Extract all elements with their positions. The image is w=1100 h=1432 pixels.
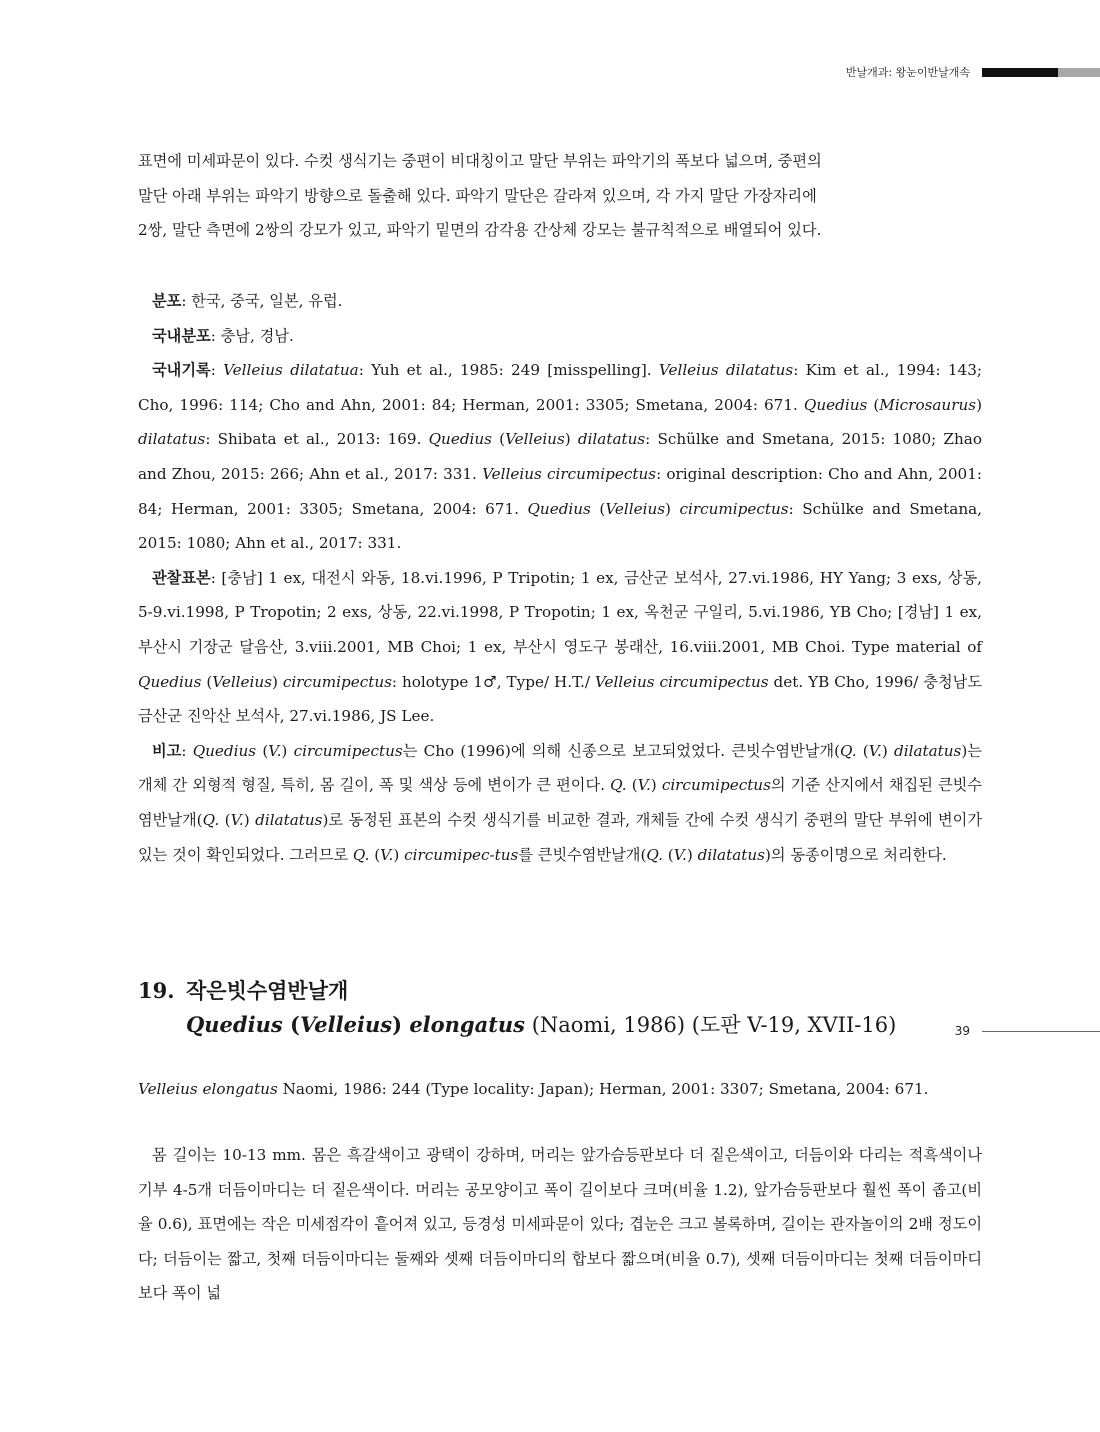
text-run: ( (219, 810, 231, 829)
text-run: : Kim et al., 1994: 143; Cho, 1996: 114; Cho and Ahn, 2001: 84; Herman, 2001: 3305; Smetana, 2004: 671. (138, 361, 982, 414)
text-run: )는 개체 간 외형적 형질, 특히, 몸 길이, 폭 및 색상 등에 변이가 큰 편이다. (138, 741, 982, 795)
subgenus-name: Velleius (299, 1012, 393, 1037)
taxon-name: Velleius (605, 499, 666, 518)
text-run: ( (867, 395, 880, 414)
heading-line-scientific (138, 1008, 998, 1042)
taxon-name: dilatatus (138, 430, 206, 449)
taxon-name: dilatatus (894, 741, 962, 760)
taxon-name: Quedius (428, 430, 492, 449)
text-run: : Shibata et al., 2013: 169. (205, 430, 429, 449)
text-run: ) (281, 741, 294, 760)
text-run: ) (650, 776, 662, 795)
distribution (138, 284, 982, 319)
domestic-records-label: 국내기록 (152, 361, 211, 380)
heading-line-korean (138, 974, 998, 1008)
text-run: : Schülke and Smetana, 2015: 1080; Zhao and Zhou, 2015: 266; Ahn et al., 2017: 331. (138, 430, 982, 483)
text-run: : Yuh et al., 1985: 249 [misspelling]. (358, 361, 659, 380)
description-text (138, 1138, 982, 1311)
domestic-distribution-text: : 충남, 경남. (210, 326, 294, 345)
taxon-name: Quedius (527, 499, 591, 518)
text-run: ( (626, 776, 638, 795)
taxon-name: Quedius (138, 672, 202, 691)
text-run: : original description: Cho and Ahn, 2001: 84; Herman, 2001: 3305; Smetana, 2004: 671. (138, 464, 982, 518)
paren-close: ) (392, 1012, 410, 1037)
text-run: ) (665, 499, 680, 518)
intro-line-3: 2쌍, 말단 측면에 2쌍의 강모가 있고, 파악기 밑면의 감각용 간상체 강모는 불규칙적으로 배열되어 있다. (138, 221, 822, 240)
taxon-name: dilatatus (577, 430, 646, 449)
taxon-name: Velleius circumipectus (594, 672, 769, 691)
text-run: : (210, 361, 224, 380)
taxon-name: V. (268, 741, 282, 760)
text-run: ) (564, 430, 578, 449)
running-title: 반날개과: 왕눈이반날개속 (845, 66, 970, 79)
text-run: 를 큰빗수염반날개( (518, 845, 647, 864)
page-footer (955, 1024, 1100, 1038)
text-run: )로 동정된 표본의 수컷 생식기를 비교한 결과, 개체들 간에 수컷 생식기 중편의 말단 부위에 변이가 있는 것이 확인되었다. 그러므로 (138, 810, 982, 864)
remarks (138, 734, 982, 872)
taxon-name: Velleius elongatus (138, 1080, 278, 1098)
domestic-records (138, 353, 982, 561)
domestic-distribution (138, 319, 982, 354)
text-run: Naomi, 1986: 244 (Type locality: Japan); Herman, 2001: 3307; Smetana, 2004: 671. (277, 1080, 929, 1098)
taxon-name: Velleius (212, 672, 272, 691)
examined-specimens-label: 관찰표본 (152, 568, 211, 587)
taxon-name: Microsaurus (879, 395, 977, 414)
text-run: : Schülke and Smetana, 2015: 1080; Ahn et al., 2017: 331. (138, 499, 982, 553)
text-run: ( (256, 741, 269, 760)
intro-line-2: 말단 아래 부위는 파악기 방향으로 돌출해 있다. 파악기 말단은 갈라져 있으며, 각 가지 말단 가장자리에 (138, 186, 817, 205)
taxon-name: Velleius dilatatua (223, 361, 359, 380)
genus-name: Quedius (186, 1012, 283, 1037)
header-bar-grey (1058, 68, 1100, 77)
text-run: )의 동종이명으로 처리한다. (764, 845, 947, 864)
taxon-name: circumipectus (293, 741, 403, 760)
description (138, 1138, 982, 1311)
paren-open: ( (282, 1012, 300, 1037)
text-run: : holotype 1♂, Type/ H.T./ (391, 672, 595, 691)
taxon-name: Quedius (803, 395, 868, 414)
page-number: 39 (954, 1024, 970, 1038)
examined-specimens (138, 561, 982, 734)
text-run: ) (393, 845, 405, 864)
taxon-name: circumipectus (661, 776, 771, 795)
intro-paragraph (138, 144, 982, 248)
species-epithet: elongatus (409, 1012, 526, 1037)
synonymy-text (138, 1072, 982, 1107)
text-run: : [충남] 1 ex, 대전시 와동, 18.vi.1996, P Tripotin; 1 ex, 금산군 보석사, 27.vi.1986, HY Yang; 3 exs, 상동, 5-9.vi.1998, P Tropotin; 2 exs, 상동, 22.vi.1998, P Tropotin; 1 ex, 옥천군 구일리, 5.vi.1986, YB Cho; [경남] 1 ex, 부산시 기장군 달음산, 3.viii.2001, MB Choi; 1 ex, 부산시 영도구 봉래산, 16.viii.2001, MB Choi. Type material of (138, 568, 982, 656)
text-run: 몸 길이는 10-13 mm. 몸은 흑갈색이고 광택이 강하며, 머리는 앞가슴등판보다 더 짙은색이고, 더듬이와 다리는 적흑색이나 기부 4-5개 더듬이마디는 더 짙은색이다. 머리는 공모양이고 폭이 길이보다 크며(비율 1.2), 앞가슴등판보다 훨씬 폭이 좁고(비율 0.6), 표면에는 작은 미세점각이 흩어져 있고, 등경성 미세파문이 있다; 겹눈은 크고 볼록하며, 길이는 관자놀이의 2배 정도이다; 더듬이는 짧고, 첫째 더듬이마디는 둘째와 셋째 더듬이마디의 합보다 짧으며(비율 0.7), 셋째 더듬이마디는 첫째 더듬이마디보다 폭이 넓 (138, 1146, 982, 1303)
taxon-name: circumipec-tus (404, 845, 519, 864)
taxon-name: V. (673, 845, 687, 864)
species-heading (138, 974, 998, 1042)
taxon-name: V. (637, 776, 651, 795)
taxon-name: Quedius (192, 741, 257, 760)
taxon-name: Q. (610, 776, 627, 795)
text-run: ) (271, 672, 283, 691)
header-bar-dark (982, 68, 1058, 77)
korean-name: 작은빗수염반날개 (186, 978, 349, 1003)
text-run: ) (881, 741, 895, 760)
footer-rule (982, 1031, 1100, 1032)
text-run: det. YB Cho, 1996/ 충청남도 금산군 진악산 보석사, 27.vi.1986, JS Lee. (138, 672, 982, 726)
intro-line-1: 표면에 미세파문이 있다. 수컷 생식기는 중편이 비대칭이고 말단 부위는 파악기의 폭보다 넓으며, 중편의 (138, 152, 822, 170)
text-run: ( (662, 845, 674, 864)
text-run: ) (686, 845, 698, 864)
text-run: ( (856, 741, 869, 760)
authority-and-plates: (Naomi, 1986) (도판 V-19, XVII-16) (525, 1013, 897, 1037)
domestic-distribution-label: 국내분포 (152, 326, 211, 345)
taxon-name: Q. (646, 845, 663, 864)
text-run: ) (243, 810, 256, 829)
text-run: ( (201, 672, 213, 691)
text-run: 는 Cho (1996)에 의해 신종으로 보고되었었다. 큰빗수염반날개( (402, 741, 840, 760)
running-header (846, 64, 1100, 80)
text-run: : (181, 741, 193, 760)
taxon-name: Velleius (505, 430, 565, 449)
taxon-name: Velleius circumipectus (482, 464, 657, 483)
remarks-label: 비고 (152, 741, 182, 760)
taxon-name: V. (868, 741, 882, 760)
taxon-name: circumipectus (282, 672, 392, 691)
taxon-name: Velleius dilatatus (658, 361, 794, 380)
taxon-name: V. (380, 845, 394, 864)
text-run: ) (976, 395, 982, 414)
distribution-label: 분포 (152, 292, 182, 310)
taxon-name: Q. (840, 741, 857, 760)
taxon-name: V. (230, 810, 244, 829)
text-run: ( (491, 430, 506, 449)
synonymy (138, 1072, 982, 1107)
taxon-name: Q. (202, 810, 220, 829)
taxon-name: circumipectus (679, 499, 789, 518)
taxon-name: Q. (352, 845, 370, 864)
species-entries (138, 284, 982, 872)
taxon-name: dilatatus (697, 845, 765, 864)
text-run: ( (369, 845, 381, 864)
species-number: 19. (138, 978, 175, 1003)
text-run: ( (590, 499, 606, 518)
distribution-text: : 한국, 중국, 일본, 유럽. (181, 292, 343, 310)
text-run: 의 기준 산지에서 채집된 큰빗수염반날개( (138, 776, 982, 829)
taxon-name: dilatatus (255, 810, 323, 829)
